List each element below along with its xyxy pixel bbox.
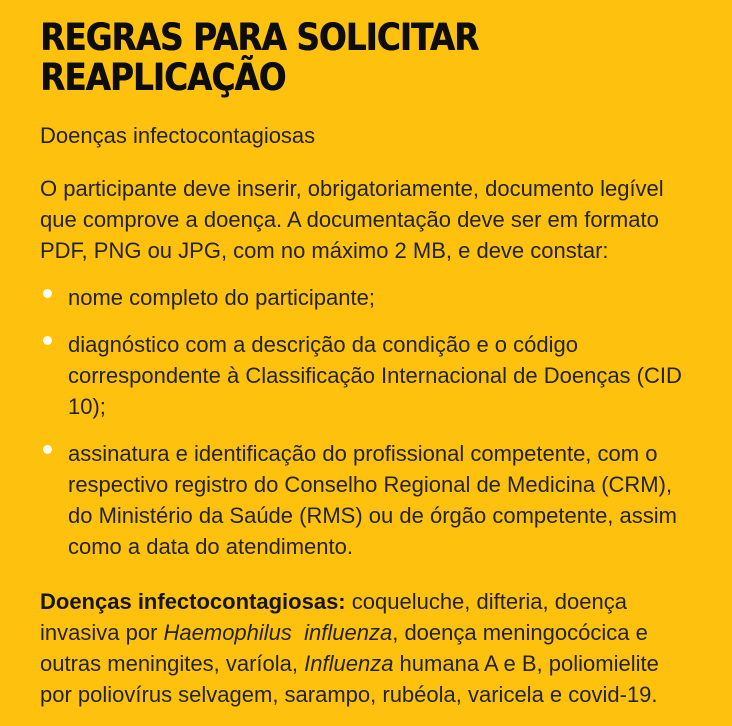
bullet-dot-icon xyxy=(43,289,52,298)
closing-segment: coqueluche, difteria, doença invasiva por xyxy=(40,589,627,645)
closing-segment: humana A e B, poliomielite por poliovírus selvagem, sarampo, rubéola, varicela e covid-19. xyxy=(40,651,659,707)
list-item-text: assinatura e identificação do profissional competente, com o respectivo registro do Conselho Regional de Medicina (CRM), do Ministério da Saúde (RMS) ou de órgão competente, assim como a data do atendimento. xyxy=(68,441,677,559)
requirements-list xyxy=(40,282,692,562)
closing-paragraph xyxy=(40,586,692,710)
page-title xyxy=(40,18,616,98)
page-title-line2: REAPLICAÇÃO xyxy=(40,56,286,99)
list-item xyxy=(40,282,692,313)
list-item xyxy=(40,438,692,562)
list-item-text: nome completo do participante; xyxy=(68,285,375,310)
closing-lead-bold: Doenças infectocontagiosas: xyxy=(40,589,346,614)
list-item-text: diagnóstico com a descrição da condição e o código correspondente à Classificação Internacional de Doenças (CID 10); xyxy=(68,332,682,419)
bullet-dot-icon xyxy=(43,445,52,454)
closing-italic-haemophilus: Haemophilus influenza xyxy=(163,620,393,645)
list-item xyxy=(40,329,692,422)
closing-segment: , doença meningocócica e outras meningites, varíola, xyxy=(40,620,648,676)
closing-italic-influenza: Influenza xyxy=(304,651,394,676)
page-title-line1: REGRAS PARA SOLICITAR xyxy=(40,16,479,59)
intro-paragraph: O participante deve inserir, obrigatoriamente, documento legível que comprove a doença. A documentação deve ser em formato PDF, PNG ou JPG, com no máximo 2 MB, e deve constar: xyxy=(40,176,664,263)
bullet-dot-icon xyxy=(43,336,52,345)
subtitle: Doenças infectocontagiosas xyxy=(40,123,316,148)
